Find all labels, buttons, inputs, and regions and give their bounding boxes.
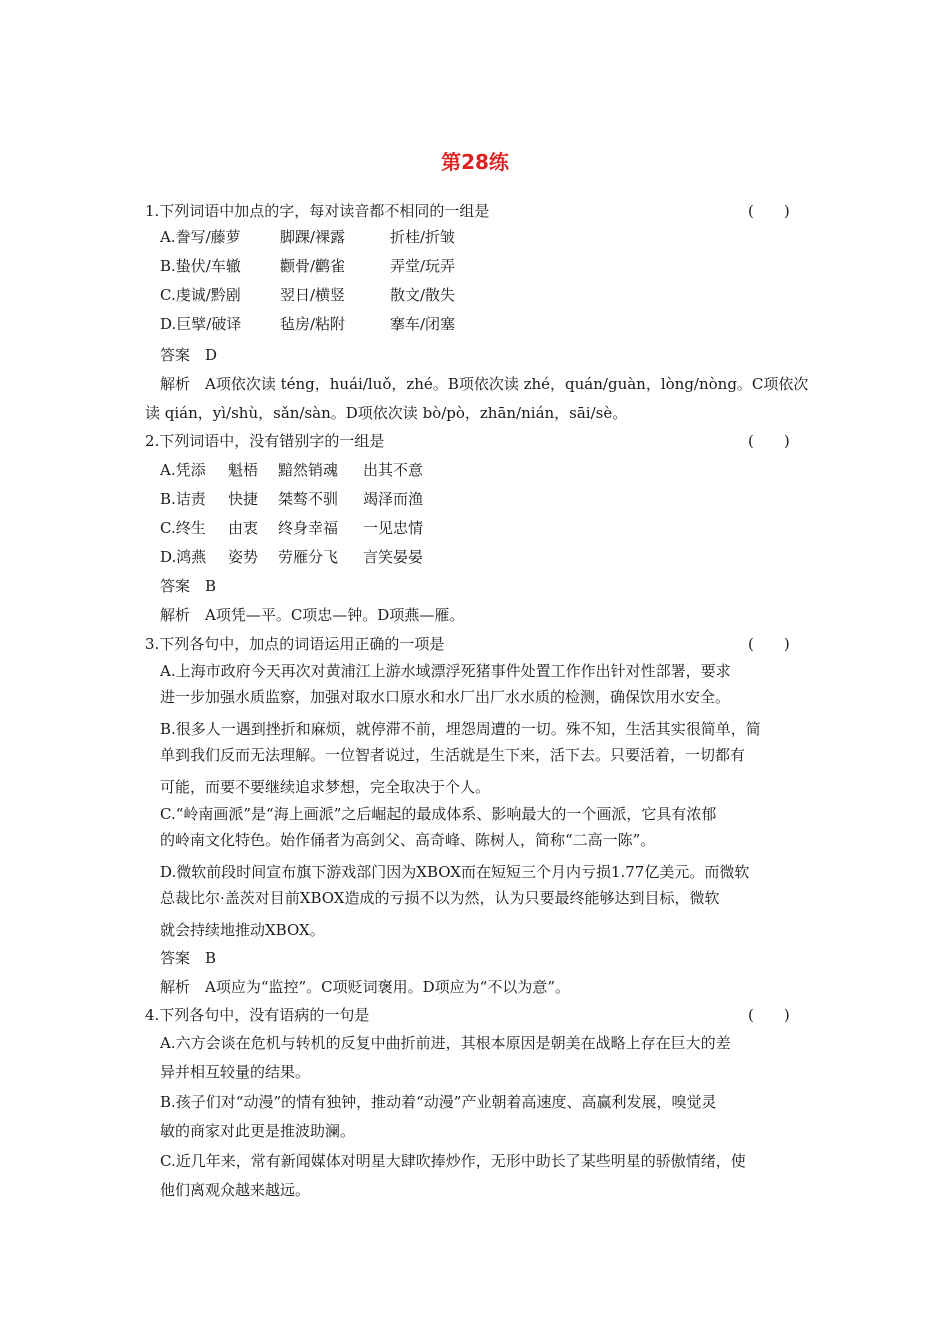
question-2-option-a <box>160 459 423 481</box>
option-cell: 散文/散失 <box>390 286 456 304</box>
question-4-stem: 4.下列各句中，没有语病的一句是 <box>145 1006 370 1024</box>
question-2-option-b <box>160 488 423 510</box>
option-cell: 桀骜不驯 <box>278 490 339 508</box>
question-3-stem: 3.下列各句中，加点的词语运用正确的一项是 <box>145 635 445 653</box>
option-cell: 黯然销魂 <box>278 461 339 479</box>
question-1-answer: 答案 D <box>160 346 218 364</box>
question-3-option-d: D.微软前段时间宣布旗下游戏部门因为XBOX而在短短三个月内亏损1.77亿美元。而微软 <box>160 863 750 881</box>
question-4-option-b: B.孩子们对“动漫”的情有独钟，推动着“动漫”产业朝着高速度、高赢利发展，嗅觉灵 <box>160 1093 717 1111</box>
question-3-analysis: 解析 A项应为“监控”。C项贬词褒用。D项应为“不以为意”。 <box>160 978 571 996</box>
question-3-option-b-cont2: 可能，而要不要继续追求梦想，完全取决于个人。 <box>160 778 491 796</box>
question-2-analysis: 解析 A项凭—平。C项忠—钟。D项燕—雁。 <box>160 606 465 624</box>
option-cell: C.终生 <box>160 519 206 537</box>
question-3-option-c: C.“岭南画派”是“海上画派”之后崛起的最成体系、影响最大的一个画派，它具有浓郁 <box>160 805 717 823</box>
option-cell: 由衷 <box>228 519 259 537</box>
question-4-option-a: A.六方会谈在危机与转机的反复中曲折前进，其根本原因是朝美在战略上存在巨大的差 <box>160 1034 731 1052</box>
question-4-option-b-cont: 敏的商家对此更是推波助澜。 <box>160 1122 356 1140</box>
question-1-option-d <box>160 313 455 335</box>
question-3-option-b: B.很多人一遇到挫折和麻烦，就停滞不前，埋怨周遭的一切。殊不知，生活其实很简单，简 <box>160 720 761 738</box>
question-4-answer-blank: ( ) <box>748 1006 790 1024</box>
option-cell: D.鸿燕 <box>160 548 207 566</box>
option-cell: A.凭添 <box>160 461 206 479</box>
question-3-option-b-cont: 单到我们反而无法理解。一位智者说过，生活就是生下来，活下去。只要活着，一切都有 <box>160 746 746 764</box>
question-2-option-c <box>160 517 423 539</box>
option-cell: 出其不意 <box>363 461 424 479</box>
question-1-option-b <box>160 255 455 277</box>
option-cell: 搴车/闭塞 <box>390 315 456 333</box>
question-1-answer-blank: ( ) <box>748 202 790 220</box>
question-3-option-d-cont2: 就会持续地推动XBOX。 <box>160 921 325 939</box>
option-cell: B.诘责 <box>160 490 206 508</box>
option-cell: C.虔诚/黔剧 <box>160 286 241 304</box>
option-cell: 魁梧 <box>228 461 259 479</box>
question-2-stem: 2.下列词语中，没有错别字的一组是 <box>145 432 385 450</box>
option-cell: 弄堂/玩弄 <box>390 257 456 275</box>
question-3-option-a-cont: 进一步加强水质监察，加强对取水口原水和水厂出厂水水质的检测，确保饮用水安全。 <box>160 688 731 706</box>
option-cell: 一见忠情 <box>363 519 424 537</box>
question-1-analysis-cont: 读 qián，yì/shù，sǎn/sàn。D项依次读 bò/pò，zhān/nián，sāi/sè。 <box>145 404 628 422</box>
option-cell: D.巨擘/破译 <box>160 315 242 333</box>
question-2-option-d <box>160 546 423 568</box>
question-3-option-a: A.上海市政府今天再次对黄浦江上游水域漂浮死猪事件处置工作作出针对性部署，要求 <box>160 662 731 680</box>
question-2-answer-blank: ( ) <box>748 432 790 450</box>
question-1-stem: 1.下列词语中加点的字，每对读音都不相同的一组是 <box>145 202 490 220</box>
option-cell: 快捷 <box>228 490 259 508</box>
question-3-answer: 答案 B <box>160 949 217 967</box>
option-cell: A.誊写/藤萝 <box>160 228 241 246</box>
question-1-option-a <box>160 226 455 248</box>
question-1-analysis: 解析 A项依次读 téng，huái/luǒ，zhé。B项依次读 zhé，quán/guàn，lòng/nòng。C项依次 <box>160 375 809 393</box>
option-cell: 颧骨/鹳雀 <box>280 257 346 275</box>
question-2-answer: 答案 B <box>160 577 217 595</box>
option-cell: 折桂/折皱 <box>390 228 456 246</box>
option-cell: 竭泽而渔 <box>363 490 424 508</box>
option-cell: 言笑晏晏 <box>363 548 424 566</box>
question-4-option-a-cont: 异并相互较量的结果。 <box>160 1063 311 1081</box>
option-cell: B.蛰伏/车辙 <box>160 257 241 275</box>
option-cell: 姿势 <box>228 548 259 566</box>
question-4-option-c-cont: 他们离观众越来越远。 <box>160 1181 311 1199</box>
option-cell: 终身幸福 <box>278 519 339 537</box>
option-cell: 毡房/粘附 <box>280 315 346 333</box>
question-4-option-c: C.近几年来，常有新闻媒体对明星大肆吹捧炒作，无形中助长了某些明星的骄傲情绪，使 <box>160 1152 746 1170</box>
option-cell: 翌日/横竖 <box>280 286 346 304</box>
question-3-option-d-cont: 总裁比尔·盖茨对目前XBOX造成的亏损不以为然，认为只要最终能够达到目标，微软 <box>160 889 720 907</box>
option-cell: 劳雁分飞 <box>278 548 339 566</box>
question-3-answer-blank: ( ) <box>748 635 790 653</box>
page-title: 第28练 <box>441 150 509 174</box>
question-3-option-c-cont: 的岭南文化特色。始作俑者为高剑父、高奇峰、陈树人，简称“二高一陈”。 <box>160 831 656 849</box>
question-1-option-c <box>160 284 455 306</box>
option-cell: 脚踝/裸露 <box>280 228 346 246</box>
